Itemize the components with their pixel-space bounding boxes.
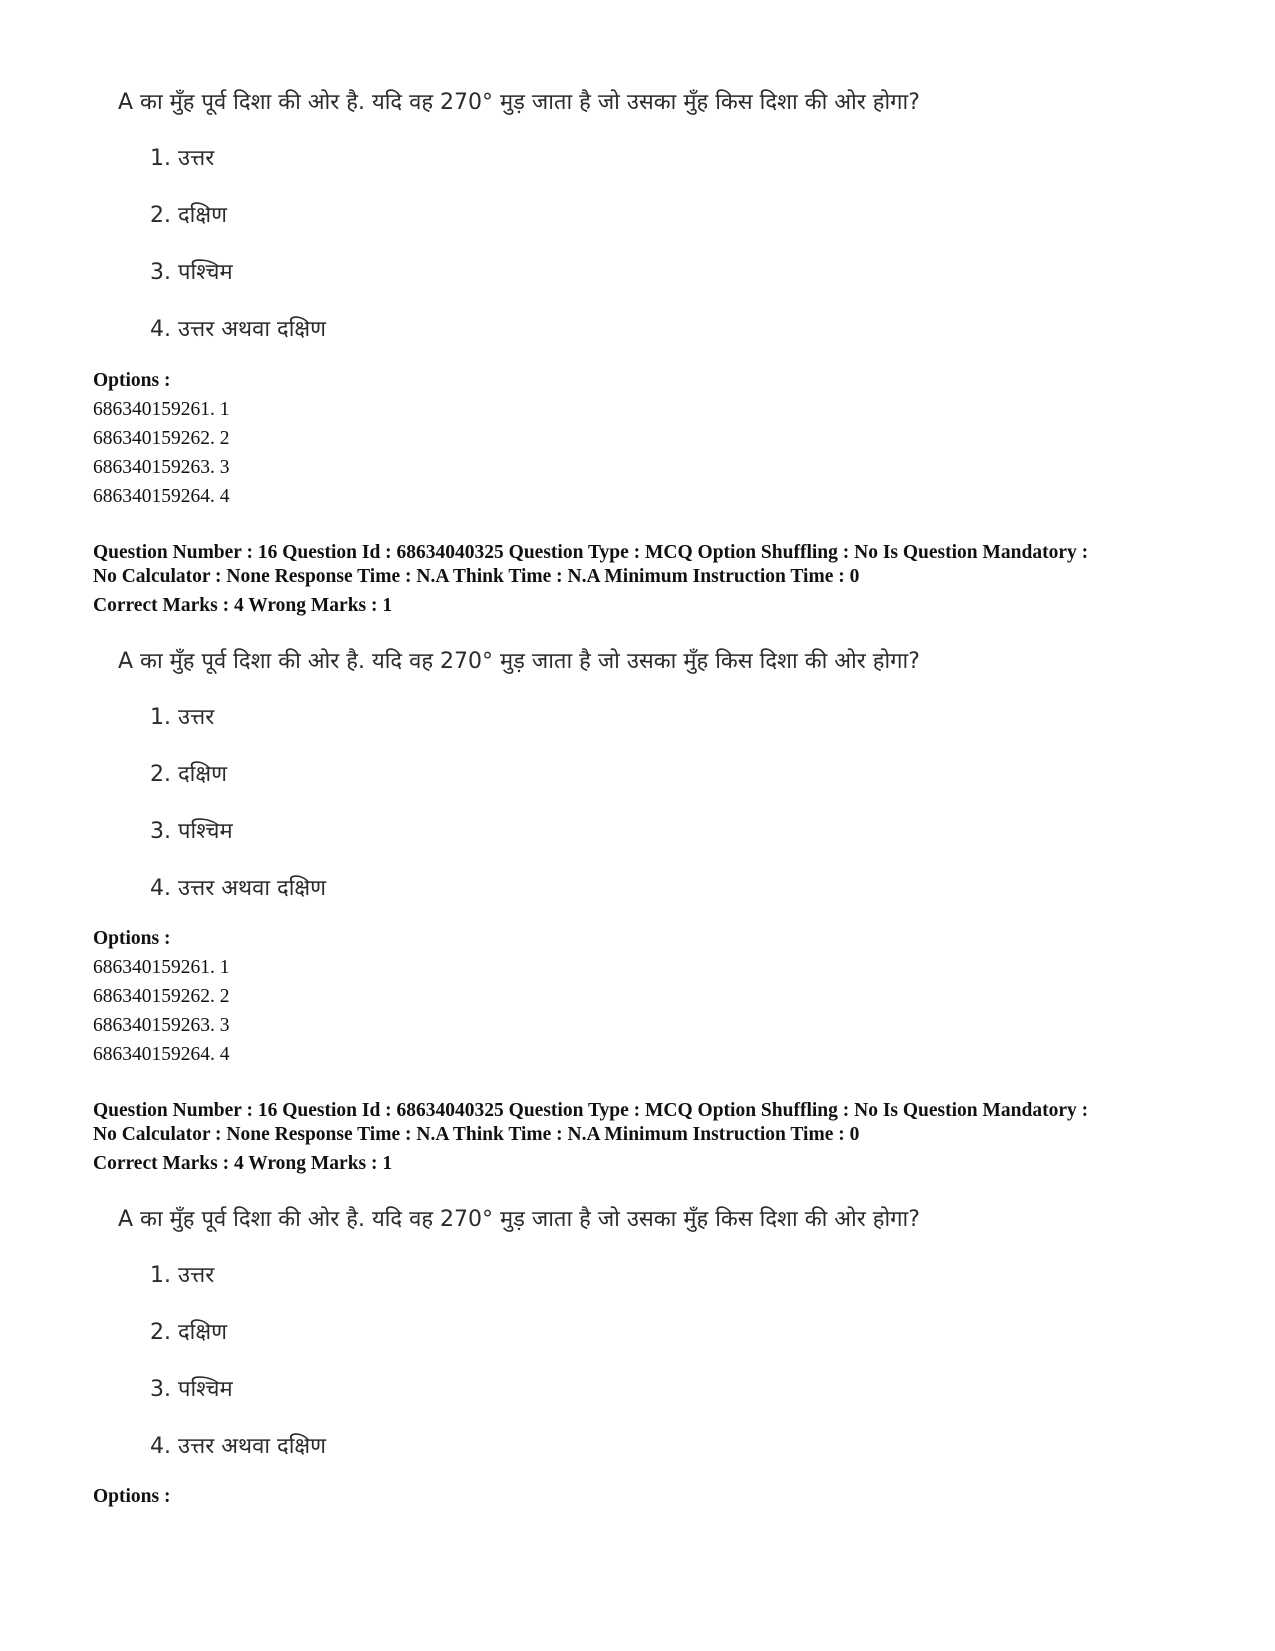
question-choice-3: 3. पश्चिम: [150, 260, 233, 285]
question-choice-4: 4. उत्तर अथवा दक्षिण: [150, 876, 327, 901]
options-list: [93, 366, 230, 511]
option-row: 686340159264. 4: [93, 486, 230, 507]
option-row: 686340159261. 1: [93, 399, 230, 420]
question-choice-1: 1. उत्तर: [150, 705, 215, 730]
metadata-line-1: Question Number : 16 Question Id : 68634040325 Question Type : MCQ Option Shuffling : No Is Question Mandatory :: [93, 1100, 1089, 1121]
option-row: 686340159264. 4: [93, 1044, 230, 1065]
question-choice-3: 3. पश्चिम: [150, 1377, 233, 1402]
options-label: Options :: [93, 1486, 171, 1507]
option-row: 686340159262. 2: [93, 428, 230, 449]
options-list: [93, 924, 230, 1069]
question-choice-1: 1. उत्तर: [150, 146, 215, 171]
option-row: 686340159263. 3: [93, 457, 230, 478]
question-text: A का मुँह पूर्व दिशा की ओर है. यदि वह 270° मुड़ जाता है जो उसका मुँह किस दिशा की ओर होगा?: [118, 649, 920, 674]
question-text: A का मुँह पूर्व दिशा की ओर है. यदि वह 270° मुड़ जाता है जो उसका मुँह किस दिशा की ओर होगा?: [118, 1207, 920, 1232]
option-row: 686340159262. 2: [93, 986, 230, 1007]
question-choice-4: 4. उत्तर अथवा दक्षिण: [150, 317, 327, 342]
question-text: A का मुँह पूर्व दिशा की ओर है. यदि वह 270° मुड़ जाता है जो उसका मुँह किस दिशा की ओर होगा?: [118, 90, 920, 115]
question-image: [118, 645, 1078, 915]
question-image: [118, 1203, 1078, 1473]
question-choice-4: 4. उत्तर अथवा दक्षिण: [150, 1434, 327, 1459]
option-row: 686340159261. 1: [93, 957, 230, 978]
option-row: 686340159263. 3: [93, 1015, 230, 1036]
question-choice-2: 2. दक्षिण: [150, 762, 228, 787]
metadata-line-2: No Calculator : None Response Time : N.A Think Time : N.A Minimum Instruction Time : 0: [93, 566, 860, 587]
question-image: [118, 86, 1078, 356]
options-label: Options :: [93, 928, 171, 949]
options-list: [93, 1482, 170, 1511]
question-choice-2: 2. दक्षिण: [150, 1320, 228, 1345]
question-choice-3: 3. पश्चिम: [150, 819, 233, 844]
marks-line: Correct Marks : 4 Wrong Marks : 1: [93, 1153, 393, 1174]
question-choice-1: 1. उत्तर: [150, 1263, 215, 1288]
marks-line: Correct Marks : 4 Wrong Marks : 1: [93, 595, 393, 616]
question-metadata: [93, 1099, 1213, 1176]
metadata-line-1: Question Number : 16 Question Id : 68634040325 Question Type : MCQ Option Shuffling : No Is Question Mandatory :: [93, 542, 1089, 563]
question-metadata: [93, 541, 1213, 618]
options-label: Options :: [93, 370, 171, 391]
question-choice-2: 2. दक्षिण: [150, 203, 228, 228]
metadata-line-2: No Calculator : None Response Time : N.A Think Time : N.A Minimum Instruction Time : 0: [93, 1124, 860, 1145]
